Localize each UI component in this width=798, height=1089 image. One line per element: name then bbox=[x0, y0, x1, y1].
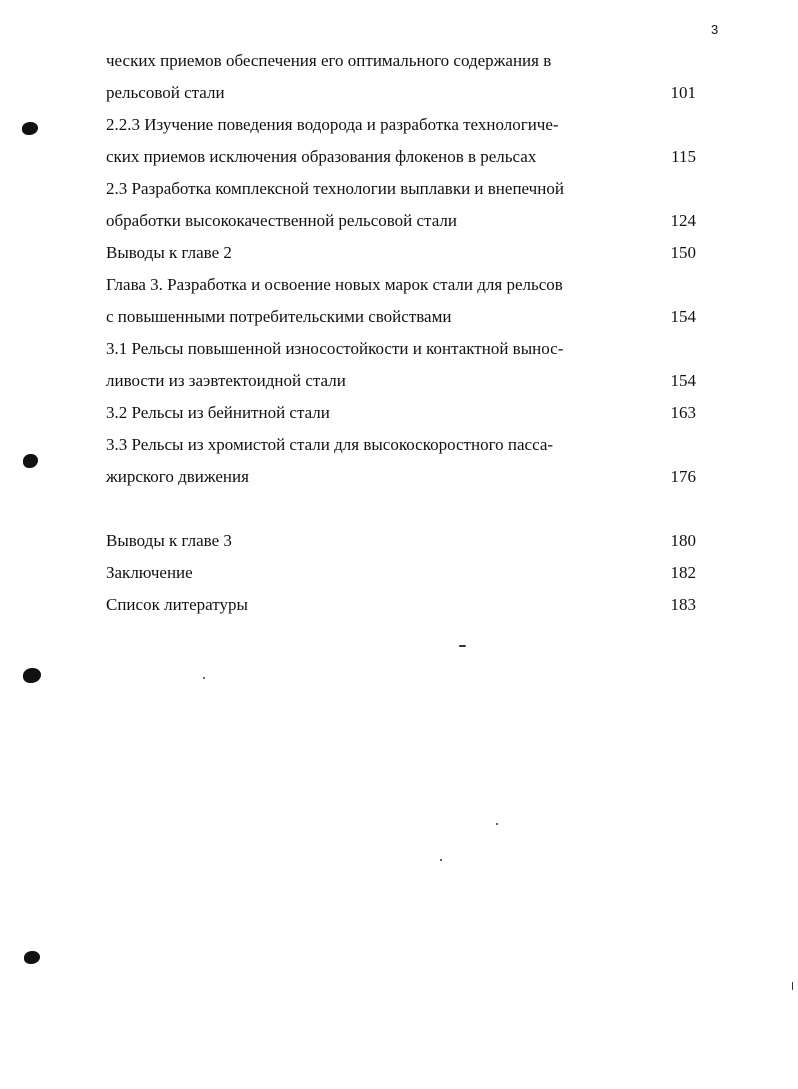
toc-line bbox=[106, 334, 696, 364]
toc-line-text: Заключение bbox=[106, 563, 193, 582]
toc-line-page: 182 bbox=[670, 563, 696, 582]
toc-line bbox=[106, 302, 696, 332]
punch-hole-mark bbox=[22, 122, 38, 135]
toc-line bbox=[106, 206, 696, 236]
toc-line bbox=[106, 78, 696, 108]
toc-line-page: 115 bbox=[671, 147, 696, 166]
toc-line bbox=[106, 46, 696, 76]
toc-line-page: 124 bbox=[670, 211, 696, 230]
toc-line-page: 183 bbox=[670, 595, 696, 614]
toc-line-text: обработки высококачественной рельсовой стали bbox=[106, 211, 457, 230]
toc-line bbox=[106, 558, 696, 588]
toc-line-text: Глава 3. Разработка и освоение новых марок стали для рельсов bbox=[106, 275, 563, 294]
toc-line-text: 3.2 Рельсы из бейнитной стали bbox=[106, 403, 330, 422]
toc-line-text: ливости из заэвтектоидной стали bbox=[106, 371, 346, 390]
toc-line-text: жирского движения bbox=[106, 467, 249, 486]
toc-line bbox=[106, 398, 696, 428]
toc-line-text: ческих приемов обеспечения его оптимального содержания в bbox=[106, 51, 552, 70]
toc-line-text: 2.2.3 Изучение поведения водорода и разработка технологиче- bbox=[106, 115, 559, 134]
punch-hole-mark bbox=[24, 951, 40, 964]
toc-line bbox=[106, 110, 696, 140]
toc-line-text: Выводы к главе 3 bbox=[106, 531, 232, 550]
scan-speck bbox=[459, 645, 466, 647]
scan-speck bbox=[440, 859, 442, 861]
toc-line-text: 2.3 Разработка комплексной технологии выплавки и внепечной bbox=[106, 179, 564, 198]
punch-hole-mark bbox=[23, 454, 38, 468]
toc-line-text: 3.1 Рельсы повышенной износостойкости и контактной вынос- bbox=[106, 339, 564, 358]
toc-line bbox=[106, 174, 696, 204]
toc-line-page: 150 bbox=[670, 243, 696, 262]
toc-line bbox=[106, 526, 696, 556]
toc-line-text: 3.3 Рельсы из хромистой стали для высокоскоростного пасса- bbox=[106, 435, 554, 454]
toc-line-page: 154 bbox=[670, 371, 696, 390]
toc-line-text: Выводы к главе 2 bbox=[106, 243, 232, 262]
toc-line bbox=[106, 142, 696, 172]
punch-hole-mark bbox=[23, 668, 41, 683]
toc-line-page: 163 bbox=[670, 403, 696, 422]
toc-line-page: 101 bbox=[670, 83, 696, 102]
toc-line-page: 180 bbox=[670, 531, 696, 550]
toc-line-page: 176 bbox=[670, 467, 696, 486]
scan-speck bbox=[792, 982, 793, 990]
toc-line-text: с повышенными потребительскими свойствами bbox=[106, 307, 452, 326]
toc-line-text: ских приемов исключения образования флокенов в рельсах bbox=[106, 147, 537, 166]
toc-line-text: рельсовой стали bbox=[106, 83, 225, 102]
scan-speck bbox=[496, 823, 498, 825]
toc-line-text: Список литературы bbox=[106, 595, 248, 614]
toc-line bbox=[106, 270, 696, 300]
page-number: 3 bbox=[711, 22, 719, 37]
scan-speck bbox=[203, 677, 205, 679]
toc-line bbox=[106, 430, 696, 460]
toc-line bbox=[106, 366, 696, 396]
toc-line bbox=[106, 238, 696, 268]
toc-line bbox=[106, 462, 696, 492]
toc-line-page: 154 bbox=[670, 307, 696, 326]
toc-line bbox=[106, 590, 696, 620]
